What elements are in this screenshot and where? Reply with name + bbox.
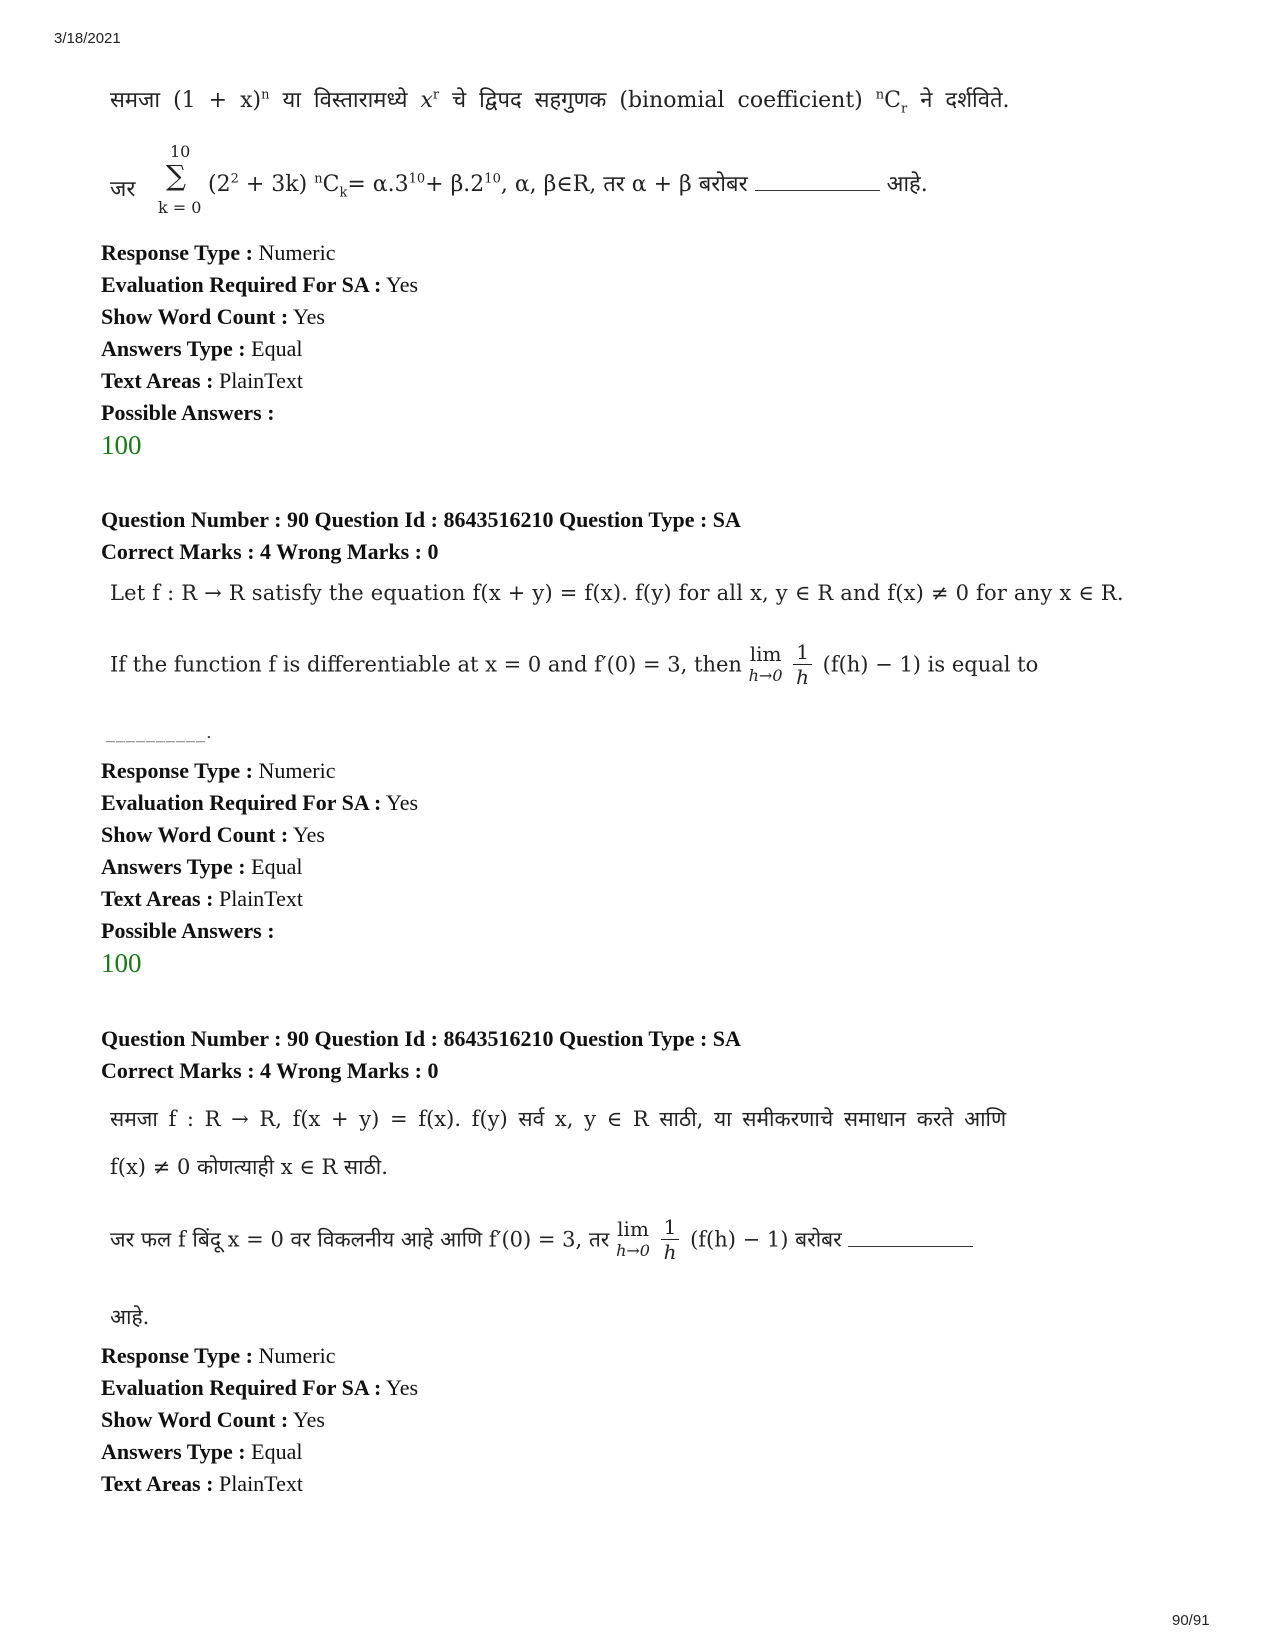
page-number: 90/91 (1172, 1612, 1210, 1629)
question-image-line-1: समजा $(1 + x)^n$ या विस्तारामध्ये $x^r$ चे द्विपद सहगुणक (binomial coefficient) $^nC_r$ ने दर्शविते. (110, 87, 1010, 117)
limit-expression: lim h→0 (616, 1216, 650, 1260)
meta-response-type: Response Type : Numeric (101, 240, 336, 265)
meta-show-word-count: Show Word Count : Yes (101, 304, 325, 329)
meta-answers-type: Answers Type : Equal (101, 1439, 303, 1464)
possible-answer-value: 100 (101, 948, 142, 978)
question-header: Question Number : 90 Question Id : 8643516210 Question Type : SA (101, 507, 741, 532)
meta-possible-answers: Possible Answers : (101, 918, 275, 943)
question-image-line-3: __________. (106, 722, 213, 743)
answer-blank (755, 176, 880, 191)
limit-expression: lim h→0 (748, 641, 783, 685)
question-image-line-1: Let f : R → R satisfy the equation f(x + y) = f(x). f(y) for all x, y ∈ R and f(x) ≠ 0 for any x ∈ R. (110, 581, 1124, 605)
meta-answers-type: Answers Type : Equal (101, 336, 303, 361)
meta-response-type: Response Type : Numeric (101, 1343, 336, 1368)
meta-evaluation-required: Evaluation Required For SA : Yes (101, 1375, 419, 1400)
meta-show-word-count: Show Word Count : Yes (101, 822, 325, 847)
answer-blank (848, 1232, 973, 1247)
marks-header: Correct Marks : 4 Wrong Marks : 0 (101, 539, 439, 564)
question-image-line-2: If the function f is differentiable at x = 0 and f′(0) = 3, then lim h→0 $\frac{1}{h}$ (f(h) − 1) is equal to (110, 640, 1039, 689)
question-image-line-4: आहे. (110, 1305, 150, 1329)
meta-text-areas: Text Areas : PlainText (101, 886, 303, 911)
meta-show-word-count: Show Word Count : Yes (101, 1407, 325, 1432)
meta-text-areas: Text Areas : PlainText (101, 1471, 303, 1496)
meta-response-type: Response Type : Numeric (101, 758, 336, 783)
meta-text-areas: Text Areas : PlainText (101, 368, 303, 393)
print-date: 3/18/2021 (54, 30, 121, 47)
meta-possible-answers: Possible Answers : (101, 400, 275, 425)
fraction: $\frac{1}{h}$ (661, 1215, 680, 1264)
meta-evaluation-required: Evaluation Required For SA : Yes (101, 272, 419, 297)
meta-evaluation-required: Evaluation Required For SA : Yes (101, 790, 419, 815)
question-image-line-1: समजा f : R → R, f(x + y) = f(x). f(y) सर्व x, y ∈ R साठी, या समीकरणाचे समाधान करते आणि (110, 1107, 1007, 1131)
question-header: Question Number : 90 Question Id : 8643516210 Question Type : SA (101, 1026, 741, 1051)
possible-answer-value: 100 (101, 430, 142, 460)
question-image-line-3: जर फल f बिंदू x = 0 वर विकलनीय आहे आणि f′(0) = 3, तर lim h→0 $\frac{1}{h}$ (f(h) − 1) बरोबर (110, 1215, 973, 1264)
meta-answers-type: Answers Type : Equal (101, 854, 303, 879)
question-image-line-2: f(x) ≠ 0 कोणत्याही x ∈ R साठी. (110, 1155, 388, 1179)
marks-header: Correct Marks : 4 Wrong Marks : 0 (101, 1058, 439, 1083)
fraction: $\frac{1}{h}$ (793, 640, 812, 689)
